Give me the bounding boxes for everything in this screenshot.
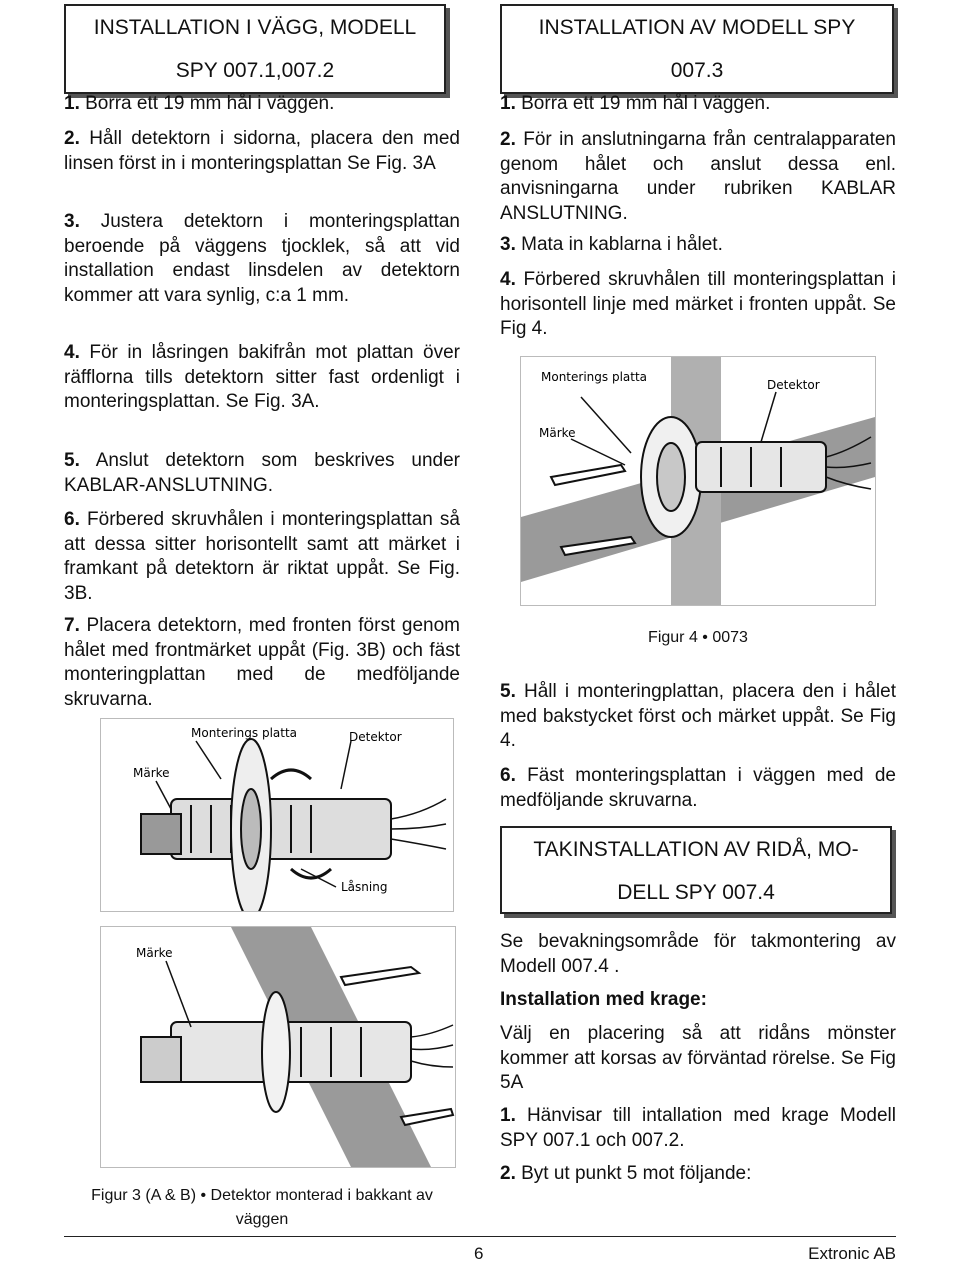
figure-4	[520, 356, 876, 606]
left-step-4	[64, 341, 460, 415]
figure-3b	[100, 926, 456, 1168]
step-text: Byt ut punkt 5 mot följande:	[515, 1163, 752, 1184]
left-heading-line1: INSTALLATION I VÄGG, MODELL	[93, 16, 417, 39]
left-step-7	[64, 614, 460, 712]
step-text: Håll detektorn i sidorna, placera den med linsen först in i monteringsplattan Se Fig. 3A	[64, 128, 460, 174]
right-step-5	[500, 680, 896, 754]
left-step-3	[64, 210, 460, 308]
ceiling-step-2	[500, 1162, 896, 1187]
left-step-5	[64, 449, 460, 498]
step-number: 3.	[500, 234, 516, 255]
fig4-label-detector: Detektor	[767, 378, 820, 392]
step-text: För in anslutningarna från centralapparaten genom hålet och anslut dessa enl. anvisningarna under rubriken KABLAR ANSLUTNING.	[500, 129, 896, 224]
ceiling-heading	[500, 826, 892, 914]
step-text: Håll i monteringplattan, placera den i hålet med bakstycket först och märket uppåt. Se Fig 4.	[500, 681, 896, 752]
fig3a-label-detector: Detektor	[349, 730, 402, 744]
ceiling-intro: Se bevakningsområde för takmontering av Modell 007.4 .	[500, 931, 896, 977]
figure-4-drawing	[521, 357, 875, 605]
fig3b-label-mark: Märke	[136, 946, 173, 960]
right-heading-line2: 007.3	[670, 59, 724, 82]
step-number: 5.	[64, 450, 80, 471]
left-heading	[64, 4, 446, 94]
figure-3a-drawing	[101, 719, 453, 911]
fig3a-label-plate: Monterings platta	[191, 726, 298, 740]
step-number: 6.	[500, 765, 516, 786]
ceiling-heading-line2: DELL SPY 007.4	[617, 881, 775, 904]
step-text: Fäst monteringsplattan i väggen med de medföljande skruvarna.	[500, 765, 896, 811]
ceiling-step-1	[500, 1104, 896, 1153]
company-name: Extronic AB	[808, 1244, 896, 1263]
step-number: 3.	[64, 211, 80, 232]
page-number: 6	[474, 1244, 484, 1263]
figure-3-caption: Figur 3 (A & B) • Detektor monterad i bakkant av väggen	[91, 1187, 433, 1228]
step-number: 7.	[64, 615, 80, 636]
footer-rule	[64, 1236, 896, 1237]
left-step-6	[64, 508, 460, 606]
step-text: Hänvisar till intallation med krage Modell SPY 007.1 och 007.2.	[500, 1105, 896, 1151]
step-text: Justera detektorn i monteringsplattan beroende på väggens tjocklek, så att vid installation endast linsdelen av detektorn kommer att vara synlig, c:a 1 mm.	[64, 211, 460, 306]
right-heading-line1: INSTALLATION AV MODELL SPY	[538, 16, 856, 39]
right-step-6	[500, 764, 896, 813]
step-number: 4.	[500, 269, 516, 290]
step-number: 1.	[64, 93, 80, 114]
left-step-1	[64, 92, 460, 117]
left-heading-line2: SPY 007.1,007.2	[175, 59, 335, 82]
step-number: 1.	[500, 93, 516, 114]
figure-3a	[100, 718, 454, 912]
step-number: 5.	[500, 681, 516, 702]
right-heading	[500, 4, 894, 94]
step-text: Mata in kablarna i hålet.	[515, 234, 723, 255]
fig3a-label-mark: Märke	[133, 766, 170, 780]
right-step-3	[500, 233, 896, 258]
right-step-4	[500, 268, 896, 342]
step-text: Placera detektorn, med fronten först genom hålet med frontmärket uppåt (Fig. 3B) och fäst monteringplattan med de medföljande skruvarna.	[64, 615, 460, 710]
step-text: Förbered skruvhålen i monteringsplattan så att dessa sitter horisontellt samt att märket i framkant på detektorn är riktat uppåt. Se Fig. 3B.	[64, 509, 460, 604]
step-number: 4.	[64, 342, 80, 363]
figure-3b-drawing	[101, 927, 455, 1167]
right-step-1	[500, 92, 896, 117]
step-text: För in låsringen bakifrån mot plattan över räfflorna tills detektorn sitter fast ordenligt i monteringsplattan. Se Fig. 3A.	[64, 342, 460, 413]
left-step-2	[64, 127, 460, 176]
step-text: Borra ett 19 mm hål i väggen.	[515, 93, 771, 114]
figure-4-caption: Figur 4 • 0073	[648, 629, 748, 646]
step-text: Borra ett 19 mm hål i väggen.	[79, 93, 335, 114]
right-step-2	[500, 128, 896, 226]
step-number: 2.	[500, 129, 516, 150]
step-number: 6.	[64, 509, 80, 530]
ceiling-body: Välj en placering så att ridåns mönster kommer att korsas av förväntad rörelse. Se Fig 5A	[500, 1023, 896, 1094]
ceiling-subheading: Installation med krage:	[500, 989, 707, 1010]
step-number: 1.	[500, 1105, 516, 1126]
fig4-label-mark: Märke	[539, 426, 576, 440]
fig3a-label-lock: Låsning	[341, 880, 388, 894]
step-text: Anslut detektorn som beskrives under KABLAR-ANSLUTNING.	[64, 450, 460, 496]
step-number: 2.	[64, 128, 80, 149]
ceiling-heading-line1: TAKINSTALLATION AV RIDÅ, MO-	[533, 838, 859, 861]
fig4-label-plate: Monterings platta	[541, 370, 648, 384]
step-number: 2.	[500, 1163, 516, 1184]
step-text: Förbered skruvhålen till monteringsplattan i horisontell linje med märket i fronten uppåt. Se Fig 4.	[500, 269, 896, 340]
